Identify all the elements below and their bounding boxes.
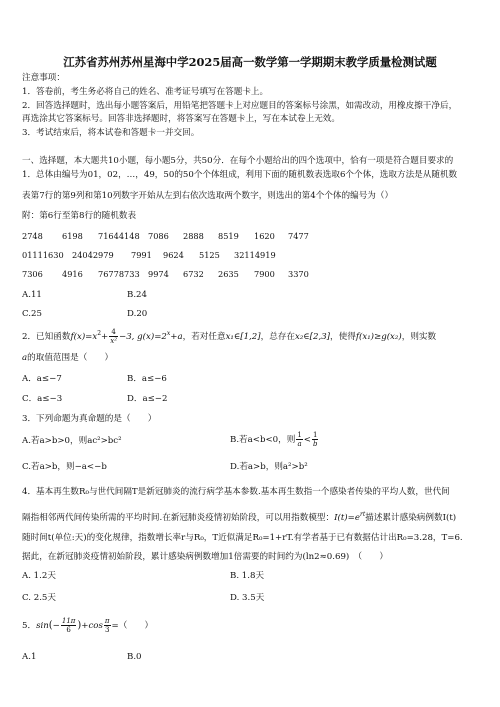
q1-option-c: C.25 [22,309,42,319]
q1-option-a: A.11 [22,290,42,300]
table-cell: 7086 [148,231,169,241]
exam-title: 江苏省苏州苏州星海中学2025届高一数学第一学期期末教学质量检测试题 [63,55,437,69]
q1-option-b: B.24 [127,290,147,300]
table-cell: 1620 [254,231,275,241]
table-cell: 6198 [62,231,83,241]
q4-stem-line1: 4．基本再生数R₀与世代间隔T是新冠肺炎的流行病学基本参数.基本再生数指一个感染者传染的平均人数，世代间 [22,487,450,497]
table-cell: 7306 [22,269,43,279]
q4-stem-line4: 据此，在新冠肺炎疫情初始阶段，累计感染病例数增加1倍需要的时间约为(ln2≈0.69) （ ） [22,552,388,562]
table-cell: 7900 [254,269,275,279]
notice-item-1: 1．答卷前，考生务必将自己的姓名、准考证号填写在答题卡上。 [22,87,269,97]
q5-option-a: A.1 [22,652,37,662]
table-cell: 32114919 [234,250,276,260]
q2-prefix: 2．已知函数 [22,332,71,342]
section-header: 一、选择题，本大题共10小题，每小题5分，共50分．在每个小题给出的四个选项中，恰有一项是符合题目要求的 [22,156,454,166]
q5-frac-2 [104,617,111,634]
q5-option-b: B.0 [127,652,142,662]
q3-stem: 3．下列命题为真命题的是（ ） [22,414,157,424]
q2-cond1: ，若对任意 [182,332,226,342]
notice-heading: 注意事项： [22,73,65,83]
notice-item-2-cont: 再选涂其它答案标号。回答非选择题时，将答案写在答题卡上，写在本试卷上无效。 [22,114,340,124]
table-cell: 24042979 [72,250,114,260]
q2-cond4: ，则实数 [401,332,437,342]
table-cell: 6732 [183,269,204,279]
q3-option-b [230,431,319,448]
q2-x1-range: x₁∈[1,2] [225,332,261,342]
q5-frac-1 [61,617,77,634]
table-cell: 9624 [163,250,184,260]
q5-sin: sin [36,621,49,631]
q5-open-paren: ( [48,620,53,631]
q2-sup-2: 2 [97,330,102,338]
q4-stem-line3: 随时间t(单位:天)的变化规律，指数增长率r与R₀，T近似满足R₀=1+rT.有学者基于已有数据估计出R₀=3.28，T=6. [22,533,463,543]
frac-num: 11π [61,617,76,625]
table-cell: 01111630 [22,250,64,260]
table-cell: 2748 [22,231,43,241]
q3-optb-prefix: B.若a<b<0，则 [230,435,296,445]
table-cell: 8519 [218,231,239,241]
q3-lt: < [303,435,311,445]
q2-sup-x: x [166,330,171,338]
frac-den: b [313,440,318,448]
q2-inequality: f(x₁)≥g(x₂) [355,332,402,342]
q2-option-b: B．a≤−6 [127,374,167,384]
q2-cond2: ，总存在 [260,332,295,342]
q2-fraction [109,328,118,345]
frac-den: a [297,440,302,448]
q1-option-d: D.20 [127,309,148,319]
table-cell: 2888 [183,231,204,241]
q4-option-d: D. 3.5天 [230,593,265,603]
q2-plus-a: +a [170,332,183,342]
q5-neg: − [52,621,60,631]
q2-cond3: ，使得 [330,332,356,342]
notice-item-3: 3．考试结束后，将本试卷和答题卡一并交回。 [22,128,200,138]
table-cell: 7477 [288,231,309,241]
q2-func-f: f(x)=x [70,332,98,342]
q1-table-caption: 附：第6行至第8行的随机数表 [22,211,137,221]
q4-line2-post: 描述累计感染病例数I(t) [365,512,457,523]
q4-stem-line2 [22,509,456,524]
q5-num: 5． [22,621,37,631]
q1-stem-line2: 表第7行的第9列和第10列数字开始从左到右依次选取两个数字，则选出的第4个个体的编号为（） [22,191,394,201]
q1-stem-line1: 1．总体由编号为01，02，…，49，50的50个个体组成，利用下面的随机数表选取6个个体，选取方法是从随机数 [22,170,458,180]
table-cell: 7991 [131,250,152,260]
q4-option-a: A. 1.2天 [22,571,56,581]
q2-option-c: C．a≤−3 [22,394,63,404]
frac-num: π [104,617,110,625]
q5-close-paren: ) [77,620,82,631]
q2-plus: + [101,332,109,342]
q4-option-b: B. 1.8天 [230,571,265,581]
frac-den: 6 [66,626,71,634]
q2-line2-rest: 的取值范围是（ ） [27,353,114,363]
q3-option-c: C.若a>b，则−a<−b [22,462,107,472]
q3-option-d: D.若a>b，则a²>b² [230,462,308,472]
q4-model-exponent: rt [359,511,366,518]
q2-x2-range: x₂∈[2,3] [295,332,331,342]
q3-frac-2 [312,431,318,448]
table-cell: 3370 [288,269,309,279]
q4-model: I(t)=e [334,512,360,523]
q2-stem-line2 [22,352,113,364]
frac-num: 1 [313,431,318,439]
q2-func-g: −3, g(x)=2 [119,332,167,342]
table-cell: 71644148 [98,231,140,241]
q2-frac-den: x² [110,337,118,345]
table-cell: 76778733 [98,269,140,279]
q4-line2-prefix: 隔指相邻两代间传染所需的平均时间.在新冠肺炎疫情初始阶段，可以用指数模型： [22,512,335,523]
table-cell: 4916 [62,269,83,279]
q3-option-a: A.若a>b>0，则ac²>bc² [22,436,122,446]
q2-frac-num: 4 [109,328,118,337]
table-cell: 2635 [218,269,239,279]
q3-frac-1 [296,431,302,448]
frac-den: 3 [104,626,110,634]
notice-item-2: 2．回答选择题时，选出每小题答案后，用铅笔把答题卡上对应题目的答案标号涂黑，如需改动，用橡皮擦干净后， [22,101,458,111]
q2-option-a: A．a≤−7 [22,374,62,384]
q5-plus-cos: +cos [81,621,103,631]
q2-option-d: D．a≤−2 [127,394,168,404]
q4-option-c: C. 2.5天 [22,593,56,603]
table-cell: 5125 [199,250,220,260]
frac-num: 1 [297,431,302,439]
q2-stem-line1 [22,328,436,345]
q5-tail: =（ ） [111,621,154,631]
table-cell: 9974 [148,269,169,279]
q5-stem [22,616,153,636]
q2-var-a: a [22,353,28,363]
